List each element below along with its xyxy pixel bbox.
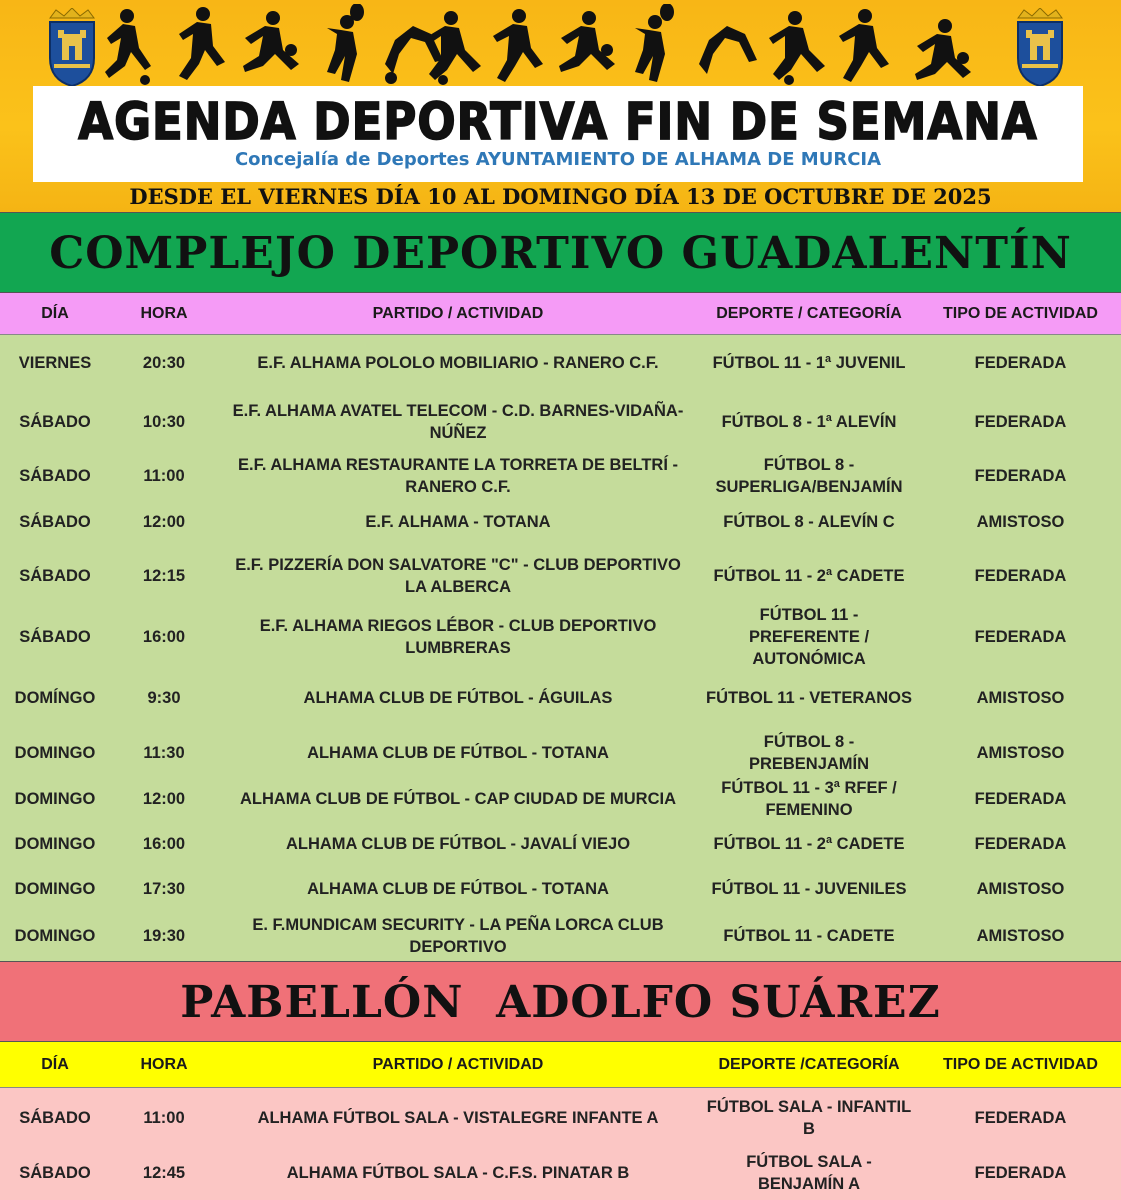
column-header-deporte: DEPORTE / CATEGORÍA — [716, 304, 902, 322]
cell-hora: 12:00 — [142, 790, 186, 808]
cell-deporte: FÚTBOL 11 - JUVENILES — [711, 880, 907, 898]
cell-hora: 11:00 — [143, 467, 185, 485]
cell-partido: E.F. ALHAMA - TOTANA — [365, 513, 551, 531]
table-row — [0, 452, 1121, 500]
date-range: DESDE EL VIERNES DÍA 10 AL DOMINGO DÍA 13 DE OCTUBRE DE 2025 — [129, 184, 992, 209]
cell-dia: DOMINGO — [14, 927, 96, 945]
column-header-partido: PARTIDO / ACTIVIDAD — [372, 1055, 544, 1073]
cell-tipo: FEDERADA — [974, 835, 1067, 853]
column-header-hora: HORA — [140, 1055, 188, 1073]
venue-title-adolfo-suarez: PABELLÓN ADOLFO SUÁREZ — [0, 961, 1121, 1042]
cell-deporte: FÚTBOL 11 - PREFERENTE / AUTONÓMICA — [748, 606, 870, 668]
cell-partido: ALHAMA CLUB DE FÚTBOL - TOTANA — [307, 880, 609, 898]
cell-hora: 10:30 — [142, 413, 186, 431]
cell-dia: DOMINGO — [14, 744, 96, 762]
cell-hora: 16:00 — [142, 628, 186, 646]
cell-partido: ALHAMA FÚTBOL SALA - VISTALEGRE INFANTE A — [257, 1109, 659, 1127]
cell-hora: 12:15 — [142, 567, 186, 585]
cell-partido: E.F. ALHAMA AVATEL TELECOM - C.D. BARNES-VIDAÑA-NÚÑEZ — [232, 402, 684, 442]
cell-deporte: FÚTBOL 8 - ALEVÍN C — [723, 513, 895, 531]
table-row — [0, 1149, 1121, 1197]
column-header-partido: PARTIDO / ACTIVIDAD — [372, 304, 544, 322]
cell-deporte: FÚTBOL 11 - 1ª JUVENIL — [712, 354, 906, 372]
cell-tipo: AMISTOSO — [976, 689, 1065, 707]
cell-dia: SÁBADO — [19, 467, 91, 485]
cell-partido: ALHAMA CLUB DE FÚTBOL - TOTANA — [307, 744, 609, 762]
cell-hora: 12:00 — [142, 513, 186, 531]
cell-dia: DOMINGO — [14, 835, 96, 853]
athlete-silhouettes-icon — [95, 4, 1025, 86]
cell-hora: 20:30 — [142, 354, 186, 372]
cell-deporte: FÚTBOL 11 - 2ª CADETE — [713, 567, 905, 585]
cell-deporte: FÚTBOL 11 - 3ª RFEF / FEMENINO — [721, 779, 897, 819]
cell-hora: 17:30 — [142, 880, 186, 898]
table-row — [0, 508, 1121, 536]
table-row — [0, 775, 1121, 823]
cell-dia: SÁBADO — [19, 567, 91, 585]
cell-dia: SÁBADO — [19, 1164, 91, 1182]
cell-partido: E.F. ALHAMA POLOLO MOBILIARIO - RANERO C.F. — [257, 354, 659, 372]
cell-deporte: FÚTBOL SALA - INFANTIL B — [706, 1098, 912, 1138]
cell-tipo: AMISTOSO — [976, 513, 1065, 531]
cell-hora: 11:00 — [143, 1109, 185, 1127]
table-row — [0, 398, 1121, 446]
table-row — [0, 604, 1121, 670]
table-row — [0, 340, 1121, 386]
cell-partido: ALHAMA CLUB DE FÚTBOL - ÁGUILAS — [303, 689, 613, 707]
page-subtitle: Concejalía de Deportes AYUNTAMIENTO DE ALHAMA DE MURCIA — [234, 149, 882, 170]
page-title: AGENDA DEPORTIVA FIN DE SEMANA — [78, 92, 1038, 152]
cell-tipo: AMISTOSO — [976, 880, 1065, 898]
cell-tipo: FEDERADA — [974, 354, 1067, 372]
cell-deporte: FÚTBOL 11 - 2ª CADETE — [713, 835, 905, 853]
cell-tipo: FEDERADA — [974, 413, 1067, 431]
table-header — [0, 293, 1121, 335]
table-header — [0, 1042, 1121, 1088]
cell-tipo: FEDERADA — [974, 467, 1067, 485]
cell-dia: DOMINGO — [14, 790, 96, 808]
cell-deporte: FÚTBOL SALA - BENJAMÍN A — [746, 1153, 872, 1193]
cell-tipo: FEDERADA — [974, 567, 1067, 585]
cell-hora: 9:30 — [147, 689, 181, 707]
cell-tipo: FEDERADA — [974, 1164, 1067, 1182]
column-header-hora: HORA — [140, 304, 188, 322]
cell-deporte: FÚTBOL 11 - CADETE — [723, 927, 895, 945]
cell-dia: DOMINGO — [14, 880, 96, 898]
cell-dia: SÁBADO — [19, 628, 91, 646]
cell-deporte: FÚTBOL 8 - SUPERLIGA/BENJAMÍN — [715, 456, 903, 496]
table-row — [0, 1094, 1121, 1142]
table-row — [0, 684, 1121, 712]
table-row — [0, 875, 1121, 903]
column-header-tipo: TIPO DE ACTIVIDAD — [943, 304, 1098, 322]
cell-partido: ALHAMA CLUB DE FÚTBOL - JAVALÍ VIEJO — [285, 835, 631, 853]
cell-partido: E. F.MUNDICAM SECURITY - LA PEÑA LORCA CLUB DEPORTIVO — [252, 916, 664, 956]
cell-partido: ALHAMA FÚTBOL SALA - C.F.S. PINATAR B — [286, 1164, 630, 1182]
crest-icon — [1012, 8, 1068, 88]
title-box — [33, 86, 1083, 182]
cell-hora: 19:30 — [142, 927, 186, 945]
table-row — [0, 552, 1121, 600]
cell-deporte: FÚTBOL 8 - 1ª ALEVÍN — [721, 413, 897, 431]
cell-tipo: FEDERADA — [974, 1109, 1067, 1127]
cell-tipo: FEDERADA — [974, 628, 1067, 646]
cell-partido: ALHAMA CLUB DE FÚTBOL - CAP CIUDAD DE MURCIA — [239, 790, 676, 808]
cell-dia: SÁBADO — [19, 413, 91, 431]
cell-partido: E.F. ALHAMA RIEGOS LÉBOR - CLUB DEPORTIVO LUMBRERAS — [259, 617, 657, 657]
cell-dia: DOMÍNGO — [14, 689, 96, 707]
column-header-tipo: TIPO DE ACTIVIDAD — [943, 1055, 1098, 1073]
cell-hora: 12:45 — [142, 1164, 186, 1182]
cell-dia: SÁBADO — [19, 513, 91, 531]
column-header-dia: DÍA — [41, 1055, 69, 1073]
table-row — [0, 729, 1121, 777]
cell-dia: VIERNES — [18, 354, 92, 372]
venue-title-guadalentin: COMPLEJO DEPORTIVO GUADALENTÍN — [0, 212, 1121, 293]
cell-tipo: FEDERADA — [974, 790, 1067, 808]
cell-dia: SÁBADO — [19, 1109, 91, 1127]
table-row — [0, 912, 1121, 960]
header-banner — [0, 0, 1121, 212]
column-header-dia: DÍA — [41, 304, 69, 322]
cell-hora: 16:00 — [142, 835, 186, 853]
crest-icon — [44, 8, 100, 88]
cell-hora: 11:30 — [143, 744, 185, 762]
cell-tipo: AMISTOSO — [976, 927, 1065, 945]
cell-tipo: AMISTOSO — [976, 744, 1065, 762]
table-row — [0, 830, 1121, 858]
cell-deporte: FÚTBOL 8 - PREBENJAMÍN — [748, 733, 870, 773]
cell-deporte: FÚTBOL 11 - VETERANOS — [706, 689, 912, 707]
cell-partido: E.F. PIZZERÍA DON SALVATORE "C" - CLUB DEPORTIVO LA ALBERCA — [235, 556, 681, 596]
cell-partido: E.F. ALHAMA RESTAURANTE LA TORRETA DE BELTRÍ - RANERO C.F. — [238, 456, 678, 496]
column-header-deporte: DEPORTE /CATEGORÍA — [718, 1055, 900, 1073]
